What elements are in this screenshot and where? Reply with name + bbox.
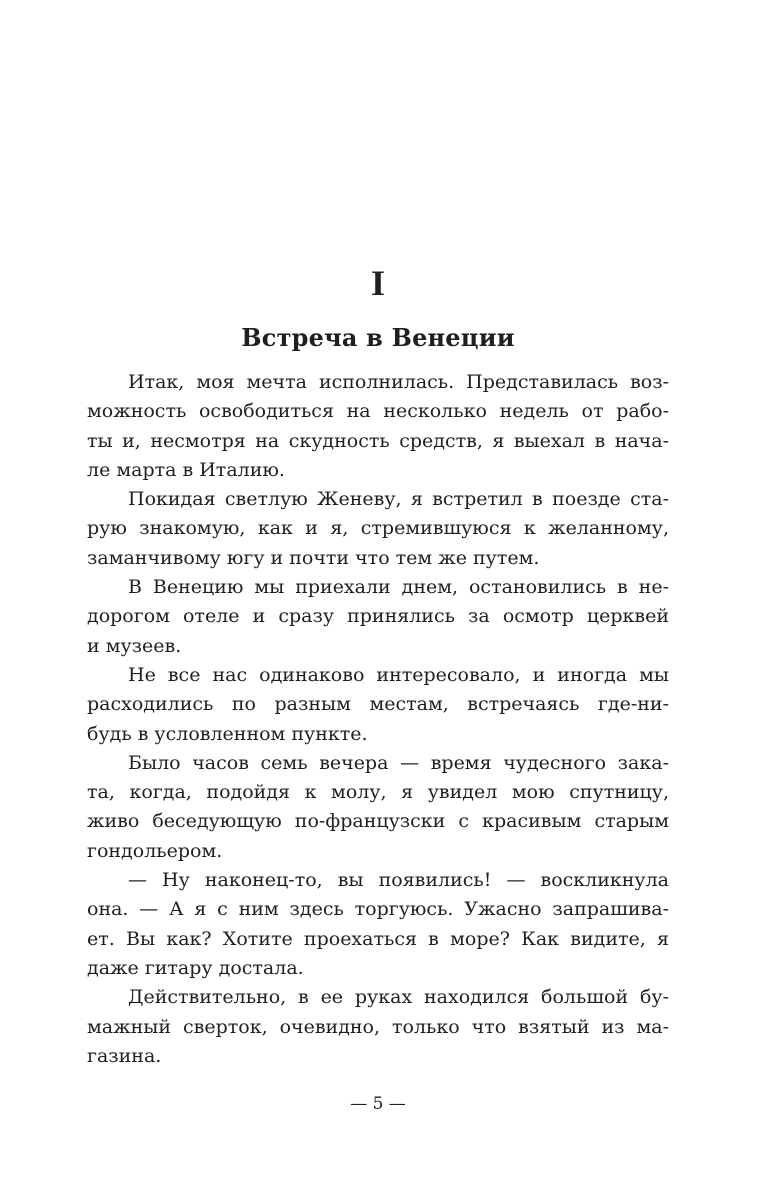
text-line: ты и, несмотря на скудность средств, я выехал в нача- — [87, 429, 669, 452]
text-line: дорогом отеле и сразу принялись за осмотр церквей — [87, 605, 669, 628]
text-line: газина. — [87, 1044, 162, 1067]
text-line: даже гитару достала. — [87, 956, 304, 979]
text-line: та, когда, подойдя к молу, я увидел мою спутницу, — [87, 781, 669, 804]
text-line: можность освободиться на несколько недель от рабо- — [87, 400, 669, 423]
paragraph — [87, 749, 669, 866]
paragraph — [87, 866, 669, 983]
text-line: она. — А я с ним здесь торгуюсь. Ужасно запрашива- — [87, 898, 669, 921]
text-line: Не все нас одинаково интересовало, и иногда мы — [128, 663, 669, 686]
text-line: — Ну наконец-то, вы появились! — воскликнула — [128, 869, 669, 892]
chapter-number: I — [370, 263, 385, 303]
text-line: и музеев. — [87, 634, 182, 657]
text-line: мажный сверток, очевидно, только что взятый из ма- — [87, 1015, 669, 1038]
chapter-body — [87, 368, 669, 1071]
text-line: будь в условленном пункте. — [87, 722, 368, 745]
text-line: расходились по разным местам, встречаясь где-ни- — [87, 693, 669, 716]
paragraph — [87, 368, 669, 485]
page-number: — 5 — — [350, 1094, 406, 1114]
text-line: Действительно, в ее руках находился большой бу- — [128, 986, 669, 1009]
text-line: В Венецию мы приехали днем, остановились в не- — [128, 576, 669, 599]
text-line: рую знакомую, как и я, стремившуюся к желанному, — [87, 517, 669, 540]
text-line: Покидая светлую Женеву, я встретил в поезде ста- — [128, 488, 669, 511]
paragraph — [87, 485, 669, 573]
chapter-title: Встреча в Венеции — [241, 323, 515, 352]
text-line: заманчивому югу и почти что тем же путем. — [87, 546, 540, 569]
text-line: живо беседующую по-французски с красивым старым — [87, 810, 669, 833]
text-line: гондольером. — [87, 839, 223, 862]
text-line: ле марта в Италию. — [87, 458, 285, 481]
text-line: Итак, моя мечта исполнилась. Представилась воз- — [128, 371, 669, 393]
paragraph — [87, 661, 669, 749]
paragraph — [87, 573, 669, 661]
paragraph — [87, 983, 669, 1071]
text-line: Было часов семь вечера — время чудесного зака- — [128, 751, 669, 774]
text-line: ет. Вы как? Хотите проехаться в море? Как видите, я — [87, 927, 669, 950]
